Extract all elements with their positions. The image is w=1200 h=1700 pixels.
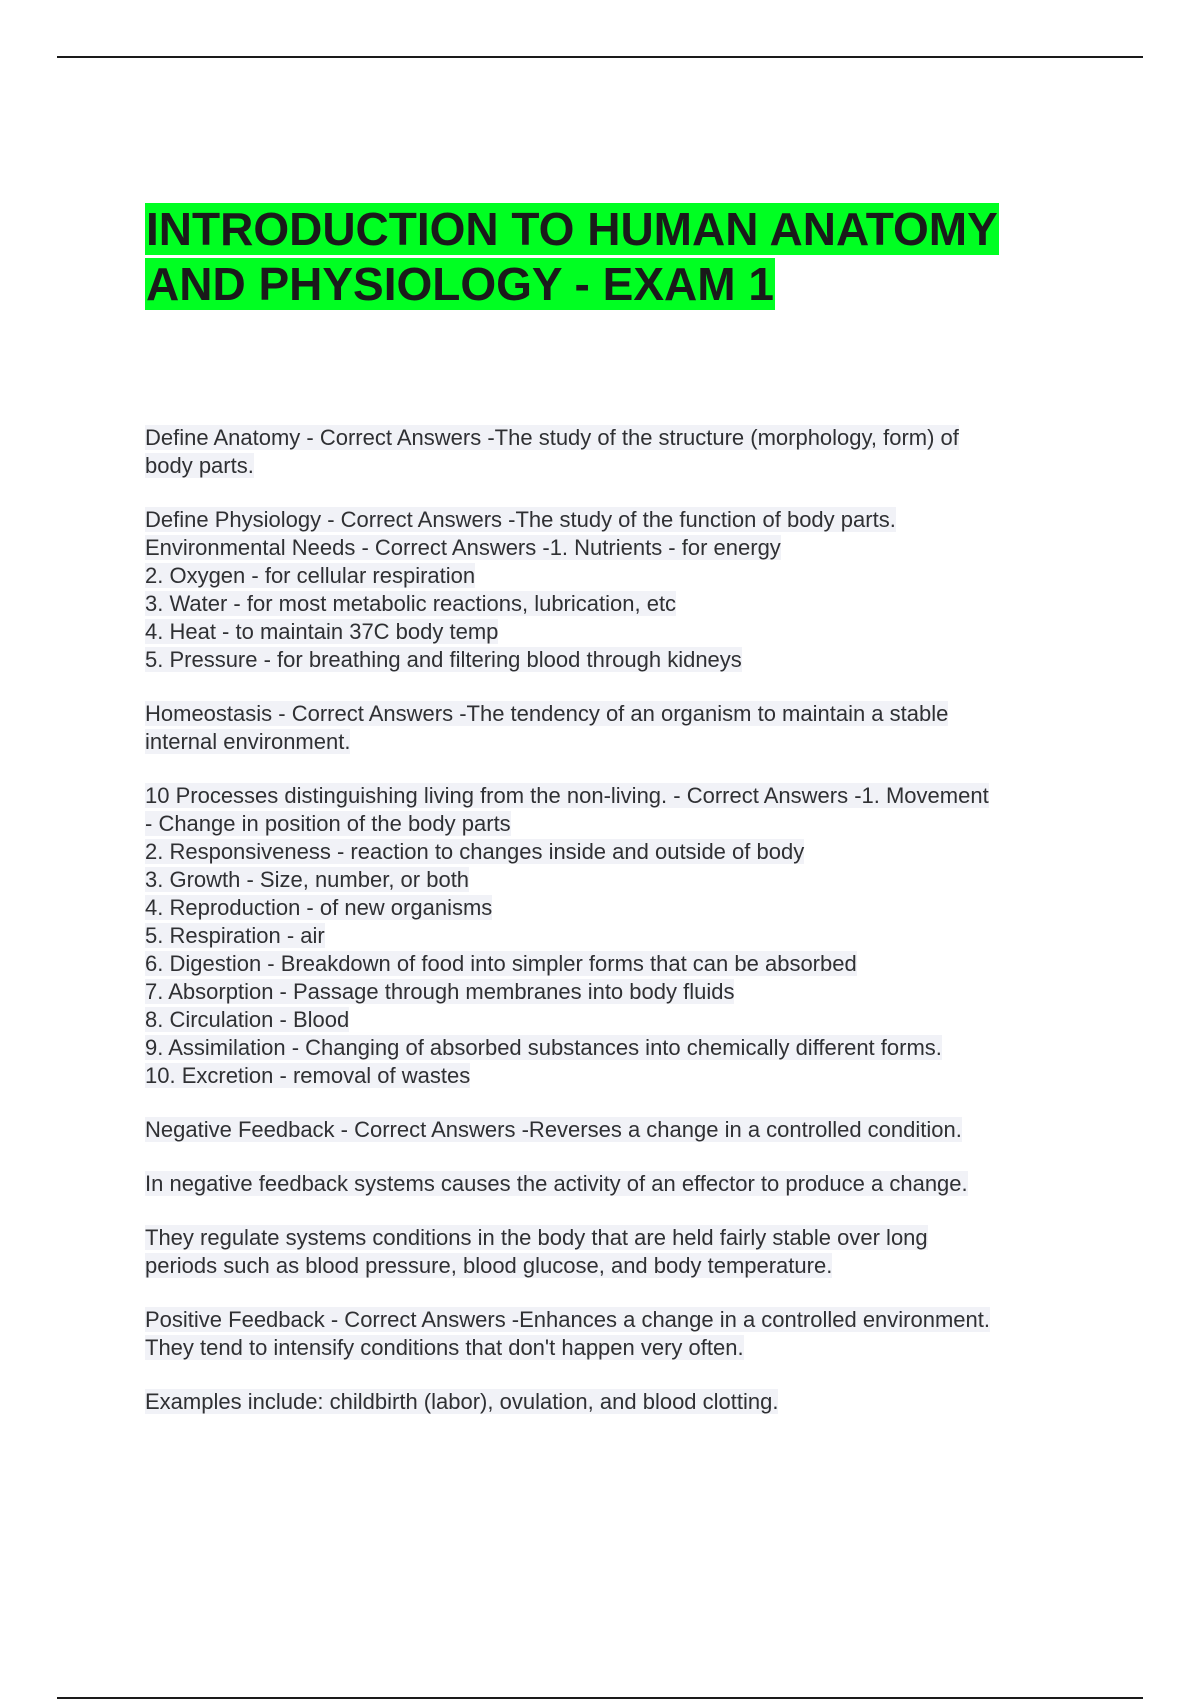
text-line: Positive Feedback - Correct Answers -Enhances a change in a controlled environment.	[145, 1307, 990, 1332]
list-item: 3. Growth - Size, number, or both	[145, 867, 470, 892]
list-item: 8. Circulation - Blood	[145, 1007, 350, 1032]
qa-positive-feedback	[145, 1306, 1095, 1362]
document-body	[145, 424, 1095, 1442]
bottom-rule	[57, 1697, 1143, 1699]
text-line: Negative Feedback - Correct Answers -Reverses a change in a controlled condition.	[145, 1117, 962, 1142]
list-item: 5. Pressure - for breathing and filtering blood through kidneys	[145, 647, 742, 672]
qa-negative-feedback	[145, 1116, 1095, 1144]
text-line: Define Physiology - Correct Answers -The study of the function of body parts.	[145, 507, 896, 532]
list-item: 2. Oxygen - for cellular respiration	[145, 563, 476, 588]
list-item: 2. Responsiveness - reaction to changes inside and outside of body	[145, 839, 805, 864]
text-line: periods such as blood pressure, blood glucose, and body temperature.	[145, 1253, 833, 1278]
text-line: Homeostasis - Correct Answers -The tendency of an organism to maintain a stable	[145, 701, 949, 726]
list-item: 9. Assimilation - Changing of absorbed substances into chemically different forms.	[145, 1035, 942, 1060]
list-item: 5. Respiration - air	[145, 923, 325, 948]
title-line-1: INTRODUCTION TO HUMAN ANATOMY	[146, 203, 998, 255]
top-rule	[57, 56, 1143, 58]
text-line: internal environment.	[145, 729, 351, 754]
paragraph-negative-feedback-effector	[145, 1170, 1095, 1198]
text-line: - Change in position of the body parts	[145, 811, 511, 836]
qa-life-processes	[145, 782, 1095, 1090]
text-line: In negative feedback systems causes the activity of an effector to produce a change.	[145, 1171, 968, 1196]
qa-homeostasis	[145, 700, 1095, 756]
paragraph-regulate-systems	[145, 1224, 1095, 1280]
text-line: They tend to intensify conditions that don't happen very often.	[145, 1335, 744, 1360]
list-item: 6. Digestion - Breakdown of food into simpler forms that can be absorbed	[145, 951, 857, 976]
list-item: 3. Water - for most metabolic reactions, lubrication, etc	[145, 591, 677, 616]
text-line: Examples include: childbirth (labor), ovulation, and blood clotting.	[145, 1389, 779, 1414]
text-line: body parts.	[145, 453, 254, 478]
paragraph-examples	[145, 1388, 1095, 1416]
list-item: 4. Reproduction - of new organisms	[145, 895, 493, 920]
qa-define-physiology-environmental-needs	[145, 506, 1095, 674]
qa-define-anatomy	[145, 424, 1095, 480]
list-item: 7. Absorption - Passage through membranes into body fluids	[145, 979, 735, 1004]
text-line: 10 Processes distinguishing living from the non-living. - Correct Answers -1. Movement	[145, 783, 989, 808]
title-line-2: AND PHYSIOLOGY - EXAM 1	[146, 258, 774, 310]
text-line: They regulate systems conditions in the body that are held fairly stable over long	[145, 1225, 928, 1250]
text-line: Define Anatomy - Correct Answers -The study of the structure (morphology, form) of	[145, 425, 959, 450]
list-item: 4. Heat - to maintain 37C body temp	[145, 619, 499, 644]
text-line: Environmental Needs - Correct Answers -1. Nutrients - for energy	[145, 535, 781, 560]
list-item: 10. Excretion - removal of wastes	[145, 1063, 471, 1088]
document-title	[145, 202, 1105, 312]
